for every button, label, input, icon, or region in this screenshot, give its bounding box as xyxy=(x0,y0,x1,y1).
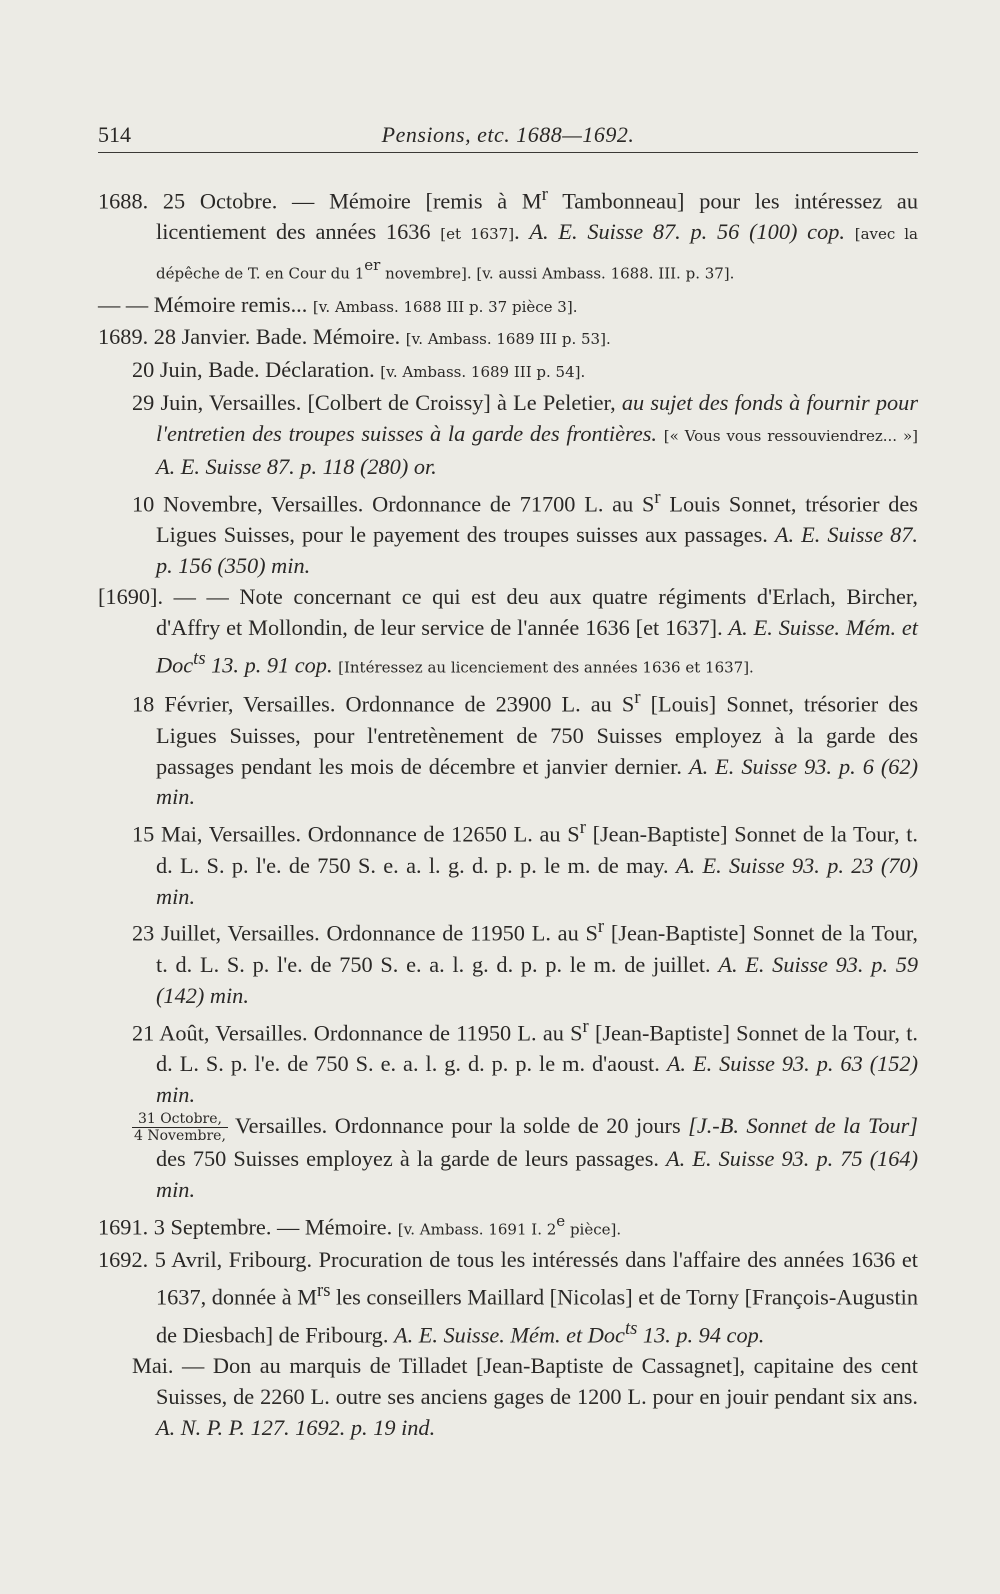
entry-15 xyxy=(98,1351,918,1444)
bracket-note: [v. Ambass. 1691 I. 2 xyxy=(397,1220,557,1239)
entry-14 xyxy=(98,1245,918,1351)
entry-text: 1692. 5 Avril, Fribourg. Procuration de tous les intéressés dans l'affaire des années 1636 et 1637, donnée à M xyxy=(98,1247,918,1310)
bracket-note: [« Vous vous ressouviendrez... »] xyxy=(663,427,918,446)
superscript: rs xyxy=(317,1280,331,1302)
date-fraction: $\frac{\text{31 Octobre,}}{\text{4 Novembre,}}$ xyxy=(134,1111,226,1145)
entry-text: 15 Mai, Versailles. Ordonnance de 12650 L. au S xyxy=(132,821,580,847)
entry-6 xyxy=(98,483,918,582)
citation-text: au sujet des fonds à fournir pour l'entretien des troupes suisses à la garde des frontières. xyxy=(156,390,918,447)
bracket-note: [et 1637] xyxy=(440,225,515,244)
entry-text: 1689. 28 Janvier. Bade. Mémoire. xyxy=(98,324,406,350)
bracket-note: [v. Ambass. 1689 III p. 54]. xyxy=(380,363,586,382)
superscript: r xyxy=(582,1015,589,1037)
entry-text: 29 Juin, Versailles. [Colbert de Croissy] à Le Peletier, xyxy=(132,390,622,416)
entry-8 xyxy=(98,683,918,813)
bracket-note: novembre]. [v. aussi Ambass. 1688. III. p. 37]. xyxy=(380,264,735,283)
entry-text: [1690]. — — Note concernant ce qui est deu aux quatre régiments d'Erlach, Bircher, d'Affry et Mollondin, de leur service de l'année 1636 [et 1637]. xyxy=(98,584,918,641)
running-head: Pensions, etc. 1688—1692. xyxy=(381,122,635,147)
page-number: 514 xyxy=(98,122,131,147)
entry-12 xyxy=(98,1111,918,1206)
entry-13 xyxy=(98,1206,918,1245)
superscript: r xyxy=(654,487,661,508)
entry-2 xyxy=(98,290,918,323)
citation-text: 13. p. 91 cop. xyxy=(205,652,333,678)
entry-10 xyxy=(98,912,918,1011)
page-header xyxy=(98,118,918,153)
citation-text: A. E. Suisse 93. p. 23 (70) min. xyxy=(156,852,918,909)
entry-3 xyxy=(98,322,918,355)
entry-9 xyxy=(98,813,918,912)
entry-text: [Jean-Baptiste] Sonnet de la Tour, t. d. L. S. p. l'e. de 750 S. e. a. l. g. d. p. p. le m. d'aoust. xyxy=(156,1020,918,1076)
citation-text: A. E. Suisse. Mém. et Doc xyxy=(156,615,918,678)
citation-text: A. E. Suisse 93. p. 59 (142) min. xyxy=(156,951,918,1008)
document-body xyxy=(98,180,918,1444)
entry-text: 10 Novembre, Versailles. Ordonnance de 71700 L. au S xyxy=(132,491,655,517)
bracket-note: pièce]. xyxy=(565,1220,622,1239)
superscript: ts xyxy=(193,647,206,669)
entry-text: [Jean-Baptiste] Sonnet de la Tour, t. d. L. S. p. l'e. de 750 S. e. a. l. g. d. p. p. le m. de may. xyxy=(156,821,918,878)
citation-text: A. E. Suisse 93. p. 6 (62) min. xyxy=(156,753,918,810)
citation-text: A. E. Suisse 93. p. 75 (164) min. xyxy=(156,1146,918,1203)
bracket-note: [v. Ambass. 1688 III p. 37 pièce 3]. xyxy=(312,297,578,316)
entry-text: . xyxy=(514,219,530,245)
entry-text xyxy=(657,421,664,446)
entry-text: 21 Août, Versailles. Ordonnance de 11950 L. au S xyxy=(132,1020,583,1046)
entry-text: — — Mémoire remis... xyxy=(98,291,313,317)
citation-text: A. E. Suisse 87. p. 56 (100) cop. xyxy=(529,219,845,245)
entry-text xyxy=(845,219,855,244)
superscript: er xyxy=(364,256,381,275)
citation-text: A. E. Suisse 93. p. 63 (152) min. xyxy=(156,1050,919,1107)
entry-text: des 750 Suisses employez à la garde de leurs passages. xyxy=(156,1146,667,1172)
entry-text: Mai. — Don au marquis de Tilladet [Jean-Baptiste de Cassagnet], capitaine des cent Suisses, de 2260 L. outre ses anciens gages de 1200 L. pour en jouir pendant six ans. xyxy=(132,1352,918,1409)
citation-text: [J.-B. Sonnet de la Tour] xyxy=(688,1112,918,1138)
entry-text: 18 Février, Versailles. Ordonnance de 23900 L. au S xyxy=(132,691,635,717)
entry-11 xyxy=(98,1012,918,1111)
entry-4 xyxy=(98,355,918,388)
superscript: r xyxy=(597,916,605,938)
entry-5 xyxy=(98,388,918,483)
entry-text: 23 Juillet, Versailles. Ordonnance de 11950 L. au S xyxy=(132,920,598,946)
superscript: r xyxy=(634,687,641,709)
superscript: e xyxy=(556,1211,566,1230)
entry-text: [Louis] Sonnet, trésorier des Ligues Suisses, pour l'entretènement de 750 Suisses employez à la garde des passages pendant les mois de décembre et janvier dernier. xyxy=(156,691,919,779)
superscript: ts xyxy=(624,1317,638,1339)
bracket-note: [Intéressez au licenciement des années 1636 et 1637]. xyxy=(338,658,754,677)
entry-7 xyxy=(98,582,918,683)
entry-text: 1688. 25 Octobre. — Mémoire [remis à M xyxy=(98,188,542,214)
entry-text: les conseillers Maillard [Nicolas] et de Torny [François-Augustin de Diesbach] de Fribourg. xyxy=(156,1284,919,1347)
entry-text: [Jean-Baptiste] Sonnet de la Tour, t. d. L. S. p. l'e. de 750 S. e. a. l. g. d. p. p. le m. de juillet. xyxy=(156,920,918,977)
entry-text: 1691. 3 Septembre. — Mémoire. xyxy=(98,1214,398,1240)
superscript: r xyxy=(541,184,548,205)
citation-text: 13. p. 94 cop. xyxy=(637,1321,765,1347)
superscript: r xyxy=(579,817,586,839)
entry-1 xyxy=(98,180,918,290)
citation-text: A. N. P. P. 127. 1692. p. 19 ind. xyxy=(156,1414,436,1440)
entry-text: Tambonneau] pour les intéressez au licentiement des années 1636 xyxy=(156,188,918,245)
entry-text: Versailles. Ordonnance pour la solde de 20 jours xyxy=(227,1112,689,1138)
bracket-note: [v. Ambass. 1689 III p. 53]. xyxy=(405,330,611,349)
citation-text: A. E. Suisse. Mém. et Doc xyxy=(393,1321,625,1347)
entry-text: 20 Juin, Bade. Déclaration. xyxy=(132,357,381,383)
entry-text: Louis Sonnet, trésorier des Ligues Suisses, pour le payement des troupes suisses aux passages. xyxy=(156,491,918,548)
citation-text: A. E. Suisse 87. p. 156 (350) min. xyxy=(156,522,918,579)
bracket-note: [avec la dépêche de T. en Cour du 1 xyxy=(156,225,918,283)
citation-text: A. E. Suisse 87. p. 118 (280) or. xyxy=(156,454,437,480)
